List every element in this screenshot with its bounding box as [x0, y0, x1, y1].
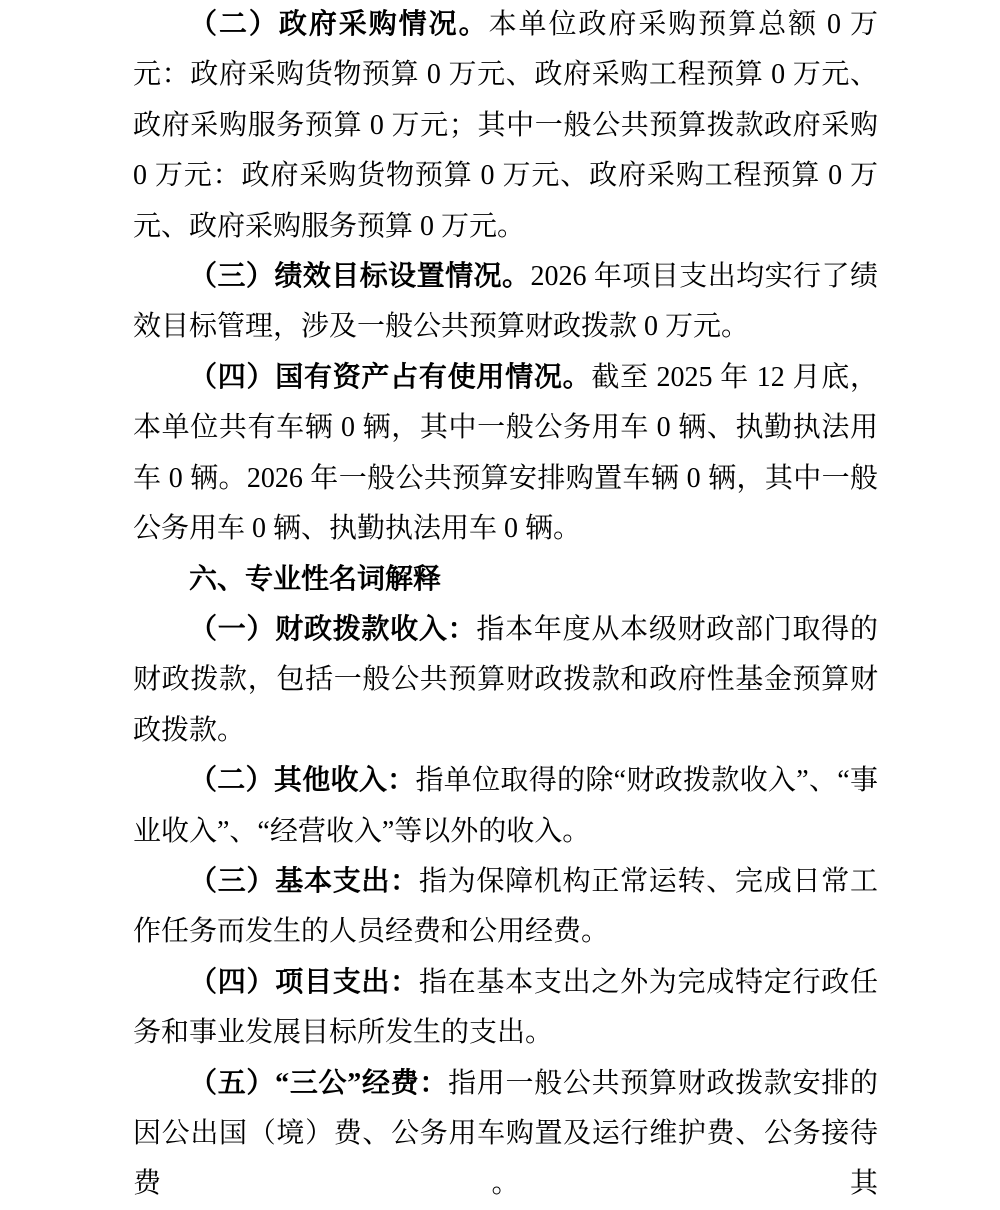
paragraph-lead: （四）国有资产占有使用情况。: [189, 361, 592, 393]
paragraph-def-other-income: [133, 756, 878, 857]
paragraph-lead: （三）绩效目标设置情况。: [189, 261, 531, 293]
paragraph-body: 指为保障机构正常运转、完成日常工作任务而发生的人员经费和公用经费。: [133, 865, 878, 948]
paragraph-body: 指单位取得的除“财政拨款收入”、“事业收入”、“经营收入”等以外的收入。: [133, 765, 878, 847]
paragraph-gov-procurement: [133, 0, 878, 252]
paragraph-state-assets: [133, 353, 878, 555]
paragraph-lead: （二）其他收入：: [189, 765, 416, 797]
paragraph-def-fiscal-appropriation-income: [133, 605, 878, 756]
paragraph-body: 指本年度从本级财政部门取得的财政拨款，包括一般公共预算财政拨款和政府性基金预算财政拨款。: [133, 613, 878, 746]
paragraph-body: 指用一般公共预算财政拨款安排的因公出国（境）费、公务用车购置及运行维护费、公务接待费。其: [133, 1067, 878, 1200]
paragraph-body: 2026 年项目支出均实行了绩效目标管理，涉及一般公共预算财政拨款 0 万元。: [133, 261, 878, 343]
section-heading-glossary: 六、专业性名词解释: [189, 563, 442, 595]
paragraph-lead: （三）基本支出：: [189, 865, 419, 897]
paragraph-performance-targets: [133, 252, 878, 353]
paragraph-def-project-expenditure: [133, 958, 878, 1059]
paragraph-def-three-public-funds: [133, 1059, 878, 1210]
paragraph-def-basic-expenditure: [133, 857, 878, 958]
paragraph-lead: （二）政府采购情况。: [189, 9, 489, 40]
paragraph-lead: （一）财政拨款收入：: [189, 613, 477, 645]
paragraph-lead: （五）“三公”经费：: [189, 1067, 449, 1099]
paragraph-body: 截至 2025 年 12 月底，本单位共有车辆 0 辆，其中一般公务用车 0 辆、执勤执法用车 0 辆。2026 年一般公共预算安排购置车辆 0 辆，其中一般公务用车 0 辆、执勤执法用车 0 辆。: [133, 361, 878, 545]
paragraph-lead: （四）项目支出：: [189, 966, 419, 998]
paragraph-body: 指在基本支出之外为完成特定行政任务和事业发展目标所发生的支出。: [133, 966, 878, 1049]
paragraph-body: 本单位政府采购预算总额 0 万元：政府采购货物预算 0 万元、政府采购工程预算 0 万元、政府采购服务预算 0 万元；其中一般公共预算拨款政府采购 0 万元：政府采购货物预算 0 万元、政府采购工程预算 0 万元、政府采购服务预算 0 万元。: [133, 9, 878, 242]
